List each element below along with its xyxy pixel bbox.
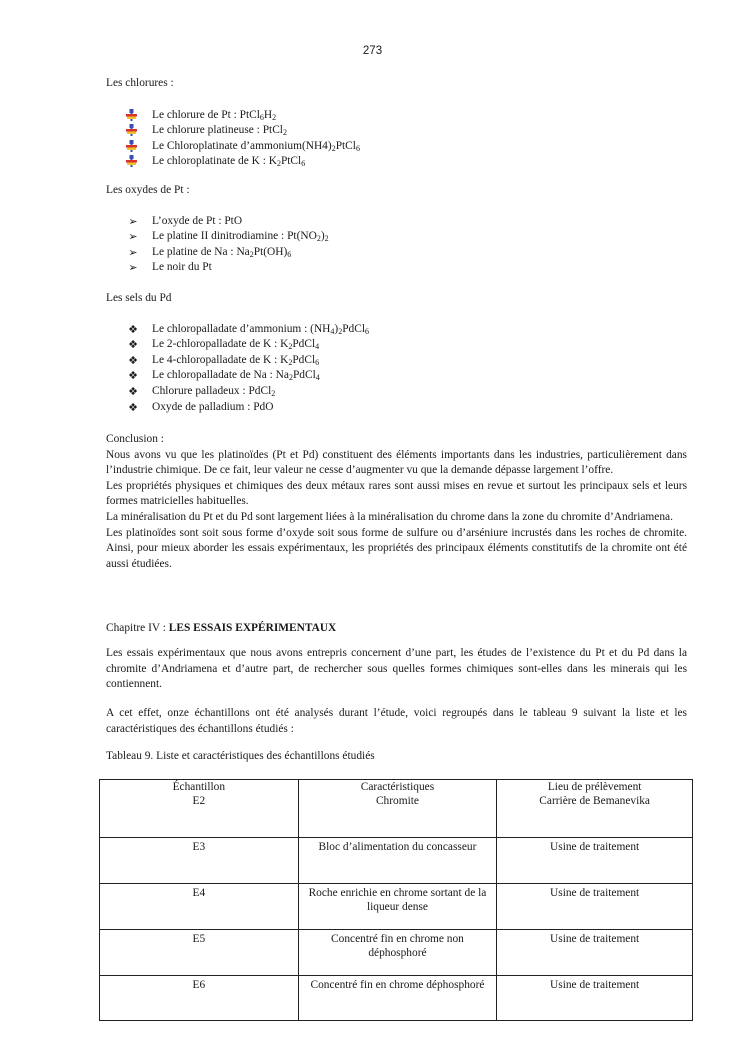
list-item <box>106 139 687 155</box>
list-item <box>106 229 687 245</box>
chapter-title: LES ESSAIS EXPÉRIMENTAUX <box>168 622 337 634</box>
cell-sample: E4 <box>100 884 299 930</box>
chapter-paragraph-2: A cet effet, onze échantillons ont été analysés durant l’étude, voici regroupés dans le tableau 9 suivant la liste et les caractéristiques des échantillons étudiés : <box>106 707 687 735</box>
formula-part: PdCl <box>292 353 316 366</box>
chapter-samples-text <box>106 706 687 737</box>
item-text: Oxyde de palladium : PdO <box>152 400 274 413</box>
conclusion-paragraph-1: Nous avons vu que les platinoïdes (Pt et Pd) constituent des éléments importants dans les industries, particulièrement dans l’industrie chimique. De ce fait, leur valeur ne cesse d’augmenter vu que la demande dépasse largement l’offre. <box>106 448 687 477</box>
table-row <box>100 794 693 838</box>
cell-sample: E5 <box>100 930 299 976</box>
diamond-bullet-icon: ❖ <box>128 338 138 352</box>
diamond-bullet-icon: ❖ <box>128 369 138 383</box>
diamond-bullet-icon: ❖ <box>128 322 138 336</box>
formula-part: PdCl <box>342 322 365 335</box>
item-text: Le chloropalladate de Na : Na <box>152 369 289 382</box>
cell-characteristics: Roche enrichie en chrome sortant de la liqueur dense <box>298 884 497 930</box>
cell-characteristics: Bloc d’alimentation du concasseur <box>298 838 497 884</box>
diamond-bullet-icon: ❖ <box>128 353 138 367</box>
subscript: 6 <box>287 249 292 259</box>
conclusion-label: Conclusion : <box>106 433 164 445</box>
item-text: Le platine II dinitrodiamine : Pt(NO <box>152 230 317 243</box>
subscript: 2 <box>272 112 277 122</box>
subscript: 2 <box>324 234 329 244</box>
cell-location: Usine de traitement <box>497 930 693 976</box>
item-text: Le Chloroplatinate d’ammonium(NH4) <box>152 139 332 152</box>
chlorures-list <box>106 108 687 170</box>
table-header-row <box>100 780 693 795</box>
formula-part: PtCl <box>239 108 260 121</box>
subscript: 2 <box>338 326 343 336</box>
formula-part: ) <box>320 230 325 243</box>
formula-part: PtCl <box>280 155 302 168</box>
table-row <box>100 930 693 976</box>
sels-section <box>106 291 687 415</box>
item-text: Le chloroplatinate de K : K <box>152 155 277 168</box>
diamond-bullet-icon: ❖ <box>128 384 138 398</box>
item-text: Le chlorure de Pt : <box>152 108 240 121</box>
list-item <box>106 260 687 276</box>
chlorures-label: Les chlorures : <box>106 77 174 89</box>
formula-part: Pt(OH) <box>253 245 288 258</box>
chapter-intro <box>106 646 687 693</box>
subscript: 6 <box>259 112 264 122</box>
conclusion-paragraph-3: La minéralisation du Pt et du Pd sont largement liées à la minéralisation du chrome dans la zone du chromite d’Andriamena. <box>106 510 673 523</box>
list-item <box>106 337 687 353</box>
item-text: Chlorure palladeux : PdCl <box>152 384 272 397</box>
pin-bullet-icon <box>126 139 140 152</box>
cell-sample: E3 <box>100 838 299 884</box>
subscript: 2 <box>331 143 336 153</box>
oxydes-label: Les oxydes de Pt : <box>106 184 190 196</box>
table-caption: Tableau 9. Liste et caractéristiques des échantillons étudiés <box>106 750 375 762</box>
cell-characteristics: Chromite <box>298 794 497 838</box>
list-item <box>106 368 687 384</box>
conclusion-paragraph-4: Les platinoïdes sont soit sous forme d’oxyde soit sous forme de sulfure ou d’arséniure incrustés dans les roches de chromite. Ainsi, pour mieux aborder les essais expérimentaux, les propriétés des principaux éléments constitutifs de la chromite ont été aussi étudiées. <box>106 526 687 570</box>
subscript: 6 <box>365 326 369 336</box>
arrow-bullet-icon: ➢ <box>128 261 138 275</box>
table-row <box>100 884 693 930</box>
subscript: 6 <box>315 357 320 367</box>
subscript: 6 <box>355 143 360 153</box>
list-item <box>106 400 687 416</box>
arrow-bullet-icon: ➢ <box>128 214 138 228</box>
page-number: 273 <box>362 45 383 57</box>
cell-sample: E6 <box>100 976 299 1021</box>
subscript: 2 <box>288 357 293 367</box>
formula-part: PdCl <box>292 369 316 382</box>
cell-location: Usine de traitement <box>497 976 693 1021</box>
formula-part: ) <box>334 322 339 335</box>
subscript: 2 <box>271 388 276 398</box>
table-caption-block <box>106 749 687 765</box>
item-text: Le 2-chloropalladate de K : K <box>152 338 289 351</box>
subscript: 2 <box>276 159 281 169</box>
oxydes-section <box>106 183 687 276</box>
conclusion-paragraph-2: Les propriétés physiques et chimiques des deux métaux rares sont aussi mises en revue et surtout les principaux sels et leurs formes matricielles habituelles. <box>106 479 687 508</box>
list-item <box>106 123 687 139</box>
samples-table <box>99 779 693 1021</box>
subscript: 2 <box>288 373 293 383</box>
subscript: 6 <box>301 159 306 169</box>
conclusion-section <box>106 432 687 572</box>
header-location: Lieu de prélèvement <box>497 780 693 795</box>
sels-label: Les sels du Pd <box>106 292 172 304</box>
item-text: Le chloropalladate d’ammonium : (NH <box>152 322 331 335</box>
table-row <box>100 976 693 1021</box>
formula-part: PtCl <box>335 139 356 152</box>
subscript: 4 <box>315 342 320 352</box>
chapter-heading <box>106 621 687 637</box>
subscript: 2 <box>249 249 254 259</box>
cell-sample: E2 <box>100 794 299 838</box>
list-item <box>106 108 687 124</box>
list-item <box>106 214 687 230</box>
list-item <box>106 353 687 369</box>
pin-bullet-icon <box>126 108 140 121</box>
diamond-bullet-icon: ❖ <box>128 400 138 414</box>
cell-location: Carrière de Bemanevika <box>497 794 693 838</box>
table-row <box>100 838 693 884</box>
subscript: 4 <box>315 373 320 383</box>
cell-characteristics: Concentré fin en chrome déphosphoré <box>298 976 497 1021</box>
formula-part: H <box>263 108 273 121</box>
list-item <box>106 154 687 170</box>
list-item <box>106 322 687 338</box>
header-characteristics: Caractéristiques <box>298 780 497 795</box>
formula-part: PdCl <box>292 338 316 351</box>
sels-list <box>106 322 687 416</box>
header-sample: Échantillon <box>100 780 299 795</box>
formula-part: PtCl <box>262 124 283 137</box>
cell-location: Usine de traitement <box>497 838 693 884</box>
cell-characteristics: Concentré fin en chrome non déphosphoré <box>298 930 497 976</box>
pin-bullet-icon <box>126 123 140 136</box>
item-text: Le platine de Na : Na <box>152 245 250 258</box>
subscript: 4 <box>330 326 335 336</box>
list-item <box>106 384 687 400</box>
pin-bullet-icon <box>126 154 140 167</box>
cell-location: Usine de traitement <box>497 884 693 930</box>
chapter-prefix: Chapitre IV : <box>106 622 169 634</box>
arrow-bullet-icon: ➢ <box>128 245 138 259</box>
chlorures-section <box>106 76 687 170</box>
arrow-bullet-icon: ➢ <box>128 230 138 244</box>
item-text: Le 4-chloropalladate de K : K <box>152 353 289 366</box>
item-text: Le noir du Pt <box>152 261 212 274</box>
oxydes-list <box>106 214 687 276</box>
list-item <box>106 245 687 261</box>
chapter-paragraph-1: Les essais expérimentaux que nous avons entrepris concernent d’une part, les études de l’existence du Pt et du Pd dans la chromite d’Andriamena et d’autre part, de rechercher sous quelles formes chimiques sont-elles dans les minerais qui les contiennent. <box>106 647 687 691</box>
subscript: 2 <box>316 234 321 244</box>
item-text: L’oxyde de Pt : PtO <box>152 214 243 227</box>
subscript: 2 <box>288 342 293 352</box>
subscript: 2 <box>282 128 287 138</box>
item-text: Le chlorure platineuse : <box>152 124 263 137</box>
